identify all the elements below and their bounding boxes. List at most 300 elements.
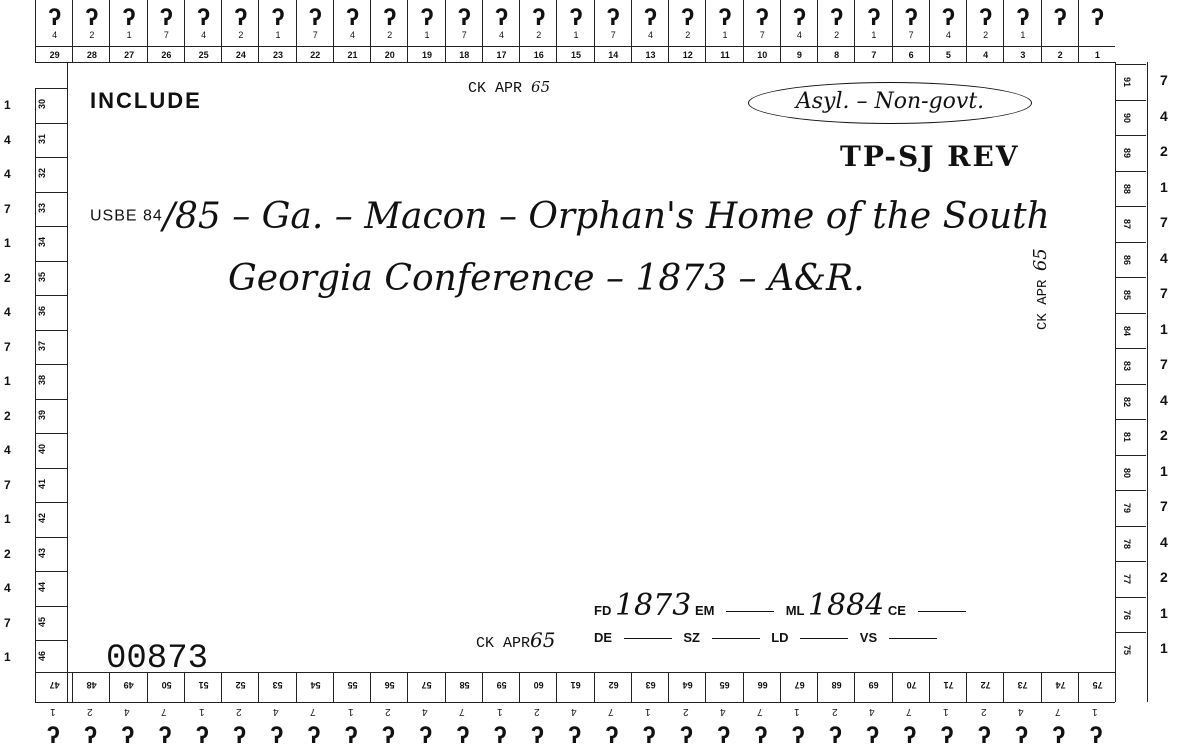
punch-mark: ʔ xyxy=(978,4,993,31)
left-cell xyxy=(35,123,67,158)
top-cell xyxy=(221,0,259,62)
right-punch-digit: 2 xyxy=(1160,427,1168,443)
bottom-cell xyxy=(519,672,557,702)
bottom-cell xyxy=(668,672,706,702)
top-punch-digit: 1 xyxy=(424,30,430,40)
bottom-cell xyxy=(72,672,110,702)
bottom-punch-digit: 4 xyxy=(1017,706,1024,717)
top-column-number: 2 xyxy=(1057,50,1063,60)
top-column-number: 1 xyxy=(1094,50,1100,60)
left-row-number: 32 xyxy=(37,167,48,179)
right-row-number: 89 xyxy=(1122,147,1133,159)
right-row-number: 86 xyxy=(1122,254,1133,265)
top-cell xyxy=(1078,0,1116,62)
top-column-number: 23 xyxy=(273,50,284,60)
top-cell xyxy=(35,0,73,62)
left-punch-digit: 1 xyxy=(4,650,11,664)
right-punch-digit: 1 xyxy=(1160,462,1168,479)
punch-mark: ʔ xyxy=(828,722,843,749)
top-cell xyxy=(594,0,632,62)
punch-mark: ʔ xyxy=(755,4,769,31)
punch-mark: ʔ xyxy=(47,4,62,31)
right-cell xyxy=(1116,419,1146,456)
bottom-column-number: 65 xyxy=(719,680,730,690)
top-punch-digit: 4 xyxy=(201,30,207,40)
check-stamp-top-printed: CK APR xyxy=(468,80,523,97)
right-punch-digit: 4 xyxy=(1160,249,1168,266)
bottom-cell xyxy=(221,672,259,702)
top-cell xyxy=(705,0,743,62)
left-punch-digit: 1 xyxy=(4,236,11,250)
de-label: DE xyxy=(594,630,613,645)
bottom-cell xyxy=(1003,672,1041,702)
top-punch-digit: 4 xyxy=(945,30,951,40)
right-row-number: 76 xyxy=(1122,609,1133,620)
punch-mark: ʔ xyxy=(679,722,694,749)
right-cell xyxy=(1116,313,1146,350)
bottom-cell xyxy=(370,672,408,702)
right-cell xyxy=(1116,135,1146,172)
top-cell xyxy=(109,0,147,62)
top-cell xyxy=(1003,0,1041,62)
top-cell xyxy=(1041,0,1079,62)
right-cell xyxy=(1116,561,1146,598)
punch-mark: ʔ xyxy=(46,722,60,749)
left-row-number: 37 xyxy=(37,340,48,351)
left-punch-digit: 4 xyxy=(4,581,11,595)
top-column-number: 29 xyxy=(49,50,60,60)
right-row-number: 85 xyxy=(1122,289,1133,301)
top-column-number: 11 xyxy=(720,50,730,60)
top-cell xyxy=(258,0,296,62)
check-stamp-right xyxy=(1030,248,1051,330)
entry-line-1-text: /85 – Ga. – Macon – Orphan's Home of the South xyxy=(162,196,1050,237)
ml-value: 1884 xyxy=(807,588,885,623)
bottom-column-number: 69 xyxy=(868,680,879,690)
right-punch-digit: 2 xyxy=(1160,569,1168,585)
right-cell xyxy=(1116,632,1146,669)
top-column-number: 9 xyxy=(796,50,802,60)
entry-prefix: USBE 84 xyxy=(90,207,163,225)
top-punch-digit: 1 xyxy=(275,30,281,40)
left-punch-digit: 7 xyxy=(4,201,11,216)
bottom-column-number: 75 xyxy=(1092,680,1103,690)
punch-mark: ʔ xyxy=(383,4,397,31)
bottom-cell xyxy=(296,672,334,702)
left-row-number: 39 xyxy=(37,409,48,420)
top-column-number: 28 xyxy=(86,50,97,60)
left-cell xyxy=(35,537,67,572)
check-stamp-right-printed: CK APR xyxy=(1035,279,1051,330)
top-column-number: 17 xyxy=(496,50,507,60)
vs-blank xyxy=(889,638,937,639)
top-column-number: 26 xyxy=(161,50,172,60)
right-row-number: 90 xyxy=(1122,112,1133,123)
ce-blank xyxy=(918,611,966,612)
top-rule-lower xyxy=(35,62,1115,63)
bottom-punch-digit: 2 xyxy=(533,706,540,717)
top-punch-digit: 2 xyxy=(983,30,989,40)
top-column-number: 14 xyxy=(608,50,619,60)
top-punch-digit: 1 xyxy=(126,30,132,40)
top-punch-digit: 4 xyxy=(647,30,653,40)
right-row-number: 75 xyxy=(1122,644,1133,656)
bottom-column-number: 59 xyxy=(496,680,507,690)
tp-stamp: TP-SJ REV xyxy=(840,140,1020,173)
right-row-number: 82 xyxy=(1122,396,1133,407)
punch-mark: ʔ xyxy=(344,722,358,749)
left-punch-digit: 2 xyxy=(4,546,11,561)
bottom-column-number: 61 xyxy=(570,680,581,690)
bottom-punch-digit: 2 xyxy=(235,706,242,717)
left-row-number: 42 xyxy=(37,512,48,524)
punch-mark: ʔ xyxy=(420,4,434,31)
left-punch-digit: 7 xyxy=(4,477,11,492)
right-row-number: 80 xyxy=(1122,467,1133,478)
top-punch-digit: 7 xyxy=(163,30,169,40)
top-punch-digit: 7 xyxy=(908,30,914,40)
bottom-column-number: 64 xyxy=(682,680,693,690)
left-row-number: 34 xyxy=(37,236,48,248)
top-cell xyxy=(296,0,334,62)
bottom-cell xyxy=(445,672,483,702)
top-column-number: 20 xyxy=(384,50,395,60)
bottom-punch-digit: 2 xyxy=(980,706,987,717)
right-cell xyxy=(1116,490,1146,527)
left-punch-digit: 1 xyxy=(4,512,11,526)
right-row-number: 87 xyxy=(1122,218,1133,230)
card-number: 00873 xyxy=(106,640,209,678)
top-punch-digit: 2 xyxy=(834,30,840,40)
check-stamp-bottom xyxy=(476,628,555,652)
bottom-cell xyxy=(743,672,781,702)
left-cell xyxy=(35,502,67,537)
fd-label: FD xyxy=(594,603,612,618)
bottom-column-number: 48 xyxy=(86,680,97,690)
punch-mark: ʔ xyxy=(1014,722,1029,749)
bottom-column-number: 60 xyxy=(533,680,544,690)
left-row-number: 44 xyxy=(37,581,48,593)
top-column-number: 13 xyxy=(645,50,656,60)
top-column-number: 5 xyxy=(945,50,951,60)
punch-mark: ʔ xyxy=(457,4,471,31)
left-row-number: 46 xyxy=(37,650,48,662)
left-punch-digit: 7 xyxy=(4,339,11,354)
punch-mark: ʔ xyxy=(754,722,768,749)
right-punch-digit: 4 xyxy=(1160,391,1168,408)
include-label: INCLUDE xyxy=(90,88,202,113)
left-cell xyxy=(35,88,67,123)
top-punch-digit: 1 xyxy=(722,30,728,40)
top-cell xyxy=(854,0,892,62)
bottom-punch-digit: 7 xyxy=(459,706,465,717)
bottom-column-number: 74 xyxy=(1055,680,1066,690)
right-row-number: 83 xyxy=(1122,360,1133,372)
bottom-cell xyxy=(705,672,743,702)
ce-label: CE xyxy=(887,603,906,618)
bottom-column-number: 70 xyxy=(906,680,917,690)
top-column-number: 10 xyxy=(757,50,768,60)
punch-mark: ʔ xyxy=(1053,4,1067,31)
bottom-cell xyxy=(892,672,930,702)
top-cell xyxy=(668,0,706,62)
punch-mark: ʔ xyxy=(1089,722,1103,749)
bottom-column-number: 53 xyxy=(273,680,284,690)
bottom-column-number: 52 xyxy=(235,680,246,690)
left-cell xyxy=(35,468,67,503)
top-punch-digit: 1 xyxy=(573,30,579,40)
bottom-column-number: 58 xyxy=(459,680,470,690)
bottom-cell xyxy=(407,672,445,702)
top-cell xyxy=(370,0,408,62)
sz-label: SZ xyxy=(683,630,700,645)
top-cell xyxy=(892,0,930,62)
right-row-number: 77 xyxy=(1122,573,1133,585)
left-row-number: 33 xyxy=(37,202,48,213)
bottom-cell xyxy=(1078,672,1116,702)
bottom-punch-digit: 1 xyxy=(347,706,354,717)
entry-line-2: Georgia Conference – 1873 – A&R. xyxy=(228,258,865,299)
right-punch-digit: 1 xyxy=(1160,604,1168,621)
vs-label: VS xyxy=(859,630,878,645)
em-blank xyxy=(726,611,774,612)
punch-mark: ʔ xyxy=(568,722,582,749)
ld-blank xyxy=(800,638,848,639)
bottom-punch-digit: 7 xyxy=(310,706,316,717)
punch-mark: ʔ xyxy=(1090,4,1105,31)
left-cell xyxy=(35,433,67,468)
left-punch-digit: 4 xyxy=(4,132,11,147)
top-punch-digit: 4 xyxy=(499,30,505,40)
bottom-column-number: 50 xyxy=(161,680,172,690)
right-cell xyxy=(1116,597,1146,634)
top-cell xyxy=(966,0,1004,62)
top-cell xyxy=(445,0,483,62)
punch-mark: ʔ xyxy=(941,4,956,31)
punch-mark: ʔ xyxy=(716,722,731,749)
left-cell xyxy=(35,399,67,434)
bottom-punch-digit: 1 xyxy=(496,706,503,717)
bottom-punch-digit: 4 xyxy=(868,706,875,717)
punch-mark: ʔ xyxy=(532,4,546,31)
punch-mark: ʔ xyxy=(83,722,98,749)
right-punch-digit: 7 xyxy=(1160,214,1168,230)
top-cell xyxy=(72,0,110,62)
punch-mark: ʔ xyxy=(569,4,583,31)
left-rule-inner xyxy=(67,62,68,702)
right-punch-digit: 7 xyxy=(1160,356,1168,372)
bottom-cell xyxy=(966,672,1004,702)
top-punch-digit: 2 xyxy=(89,30,95,40)
left-row-number: 43 xyxy=(37,547,48,558)
punch-mark: ʔ xyxy=(643,4,658,31)
right-punch-digit: 7 xyxy=(1160,498,1168,514)
bottom-punch-digit: 1 xyxy=(645,706,652,717)
top-column-number: 12 xyxy=(682,50,693,60)
top-column-number: 27 xyxy=(124,50,135,60)
top-cell xyxy=(482,0,520,62)
punch-mark: ʔ xyxy=(791,722,805,749)
right-cell xyxy=(1116,455,1146,492)
top-cell xyxy=(743,0,781,62)
left-cell xyxy=(35,157,67,192)
bottom-column-number: 72 xyxy=(980,680,991,690)
right-row-number: 91 xyxy=(1122,76,1133,88)
left-cell xyxy=(35,295,67,330)
punch-mark: ʔ xyxy=(642,722,656,749)
punch-mark: ʔ xyxy=(195,722,209,749)
punch-mark: ʔ xyxy=(1016,4,1030,31)
top-punch-digit: 7 xyxy=(461,30,467,40)
right-row-number: 78 xyxy=(1122,538,1133,549)
check-stamp-right-year: 65 xyxy=(1030,248,1051,272)
top-column-number: 15 xyxy=(570,50,581,60)
punch-mark: ʔ xyxy=(122,4,136,31)
check-stamp-bottom-year: 65 xyxy=(530,628,556,652)
bottom-column-number: 67 xyxy=(794,680,805,690)
left-punch-digit: 1 xyxy=(4,374,11,388)
right-punch-digit: 2 xyxy=(1160,143,1168,159)
top-column-number: 4 xyxy=(983,50,989,60)
top-column-number: 8 xyxy=(834,50,840,60)
bottom-cell xyxy=(854,672,892,702)
bottom-punch-digit: 1 xyxy=(198,706,205,717)
left-cell xyxy=(35,640,67,675)
right-punch-digit: 1 xyxy=(1160,178,1168,195)
punch-mark: ʔ xyxy=(903,722,917,749)
punch-mark: ʔ xyxy=(158,722,172,749)
bottom-punch-digit: 7 xyxy=(757,706,763,717)
bottom-cell xyxy=(1041,672,1079,702)
right-row-number: 81 xyxy=(1122,431,1133,443)
top-punch-digit: 2 xyxy=(536,30,542,40)
punch-mark: ʔ xyxy=(307,722,321,749)
punch-mark: ʔ xyxy=(1052,722,1066,749)
top-column-number: 24 xyxy=(235,50,246,60)
left-cell xyxy=(35,606,67,641)
left-punch-digit: 2 xyxy=(4,270,11,285)
right-punch-digit: 1 xyxy=(1160,640,1168,656)
bottom-column-number: 55 xyxy=(347,680,358,690)
punch-mark: ʔ xyxy=(530,722,545,749)
left-row-number: 40 xyxy=(37,443,48,455)
bottom-cell xyxy=(817,672,855,702)
top-punch-digit: 2 xyxy=(238,30,244,40)
bottom-punch-digit: 7 xyxy=(608,706,614,717)
bottom-column-number: 57 xyxy=(422,680,433,690)
punch-mark: ʔ xyxy=(718,4,732,31)
left-punch-digit: 4 xyxy=(4,305,11,319)
bottom-punch-digit: 4 xyxy=(719,706,726,717)
punch-mark: ʔ xyxy=(865,722,880,749)
top-punch-digit: 2 xyxy=(685,30,691,40)
left-punch-digit: 7 xyxy=(4,615,11,630)
left-row-number: 30 xyxy=(37,98,48,110)
em-label: EM xyxy=(694,603,715,618)
bottom-column-number: 49 xyxy=(124,680,135,690)
punch-mark: ʔ xyxy=(196,4,211,31)
top-column-number: 18 xyxy=(459,50,470,60)
top-punch-digit: 2 xyxy=(387,30,393,40)
top-cell xyxy=(631,0,669,62)
right-punch-digit: 7 xyxy=(1160,72,1168,88)
bottom-punch-digit: 1 xyxy=(1092,706,1098,717)
left-cell xyxy=(35,226,67,261)
top-cell xyxy=(817,0,855,62)
bottom-cell xyxy=(333,672,371,702)
top-column-number: 22 xyxy=(310,50,321,60)
bottom-punch-digit: 2 xyxy=(86,706,93,717)
punch-mark: ʔ xyxy=(606,4,620,31)
bottom-column-number: 63 xyxy=(645,680,656,690)
top-cell xyxy=(407,0,445,62)
punch-mark: ʔ xyxy=(977,722,991,749)
punch-mark: ʔ xyxy=(494,4,509,31)
punch-mark: ʔ xyxy=(308,4,322,31)
right-rule-outer xyxy=(1147,62,1148,702)
bottom-punch-digit: 2 xyxy=(384,706,391,717)
left-cell xyxy=(35,330,67,365)
bottom-punch-digit: 7 xyxy=(906,706,912,717)
top-cell xyxy=(184,0,222,62)
fields-row-2 xyxy=(594,630,945,645)
left-row-number: 36 xyxy=(37,305,48,317)
top-column-number: 19 xyxy=(422,50,433,60)
punch-mark: ʔ xyxy=(792,4,807,31)
punch-mark: ʔ xyxy=(681,4,695,31)
left-punch-digit: 4 xyxy=(4,167,11,181)
bottom-punch-digit: 1 xyxy=(794,706,800,717)
bottom-punch-digit: 2 xyxy=(831,706,838,717)
top-punch-digit: 7 xyxy=(312,30,318,40)
top-number-strip xyxy=(35,0,1115,62)
left-row-number: 41 xyxy=(37,478,48,489)
top-column-number: 3 xyxy=(1020,50,1026,60)
bottom-cell xyxy=(929,672,967,702)
bottom-punch-digit: 4 xyxy=(571,706,577,717)
left-cell xyxy=(35,192,67,227)
top-cell xyxy=(147,0,185,62)
punch-mark: ʔ xyxy=(904,4,918,31)
bottom-cell xyxy=(780,672,818,702)
top-punch-digit: 4 xyxy=(52,30,58,40)
left-punch-digit: 2 xyxy=(4,408,11,423)
bottom-column-number: 73 xyxy=(1017,680,1028,690)
right-punch-digit: 7 xyxy=(1160,285,1168,301)
punch-mark: ʔ xyxy=(270,722,284,749)
bottom-punch-digit: 4 xyxy=(124,706,130,717)
top-column-number: 6 xyxy=(908,50,914,60)
left-row-number: 35 xyxy=(37,271,48,282)
check-stamp-top xyxy=(468,78,550,97)
top-punch-digit: 4 xyxy=(350,30,356,40)
punch-mark: ʔ xyxy=(85,4,99,31)
left-cell xyxy=(35,261,67,296)
top-cell xyxy=(519,0,557,62)
right-cell xyxy=(1116,100,1146,137)
right-punch-digit: 4 xyxy=(1160,533,1168,550)
right-cell xyxy=(1116,277,1146,314)
bottom-column-number: 68 xyxy=(831,680,842,690)
bottom-punch-digit: 7 xyxy=(1055,706,1061,717)
punch-mark: ʔ xyxy=(345,4,360,31)
punch-mark: ʔ xyxy=(830,4,844,31)
bottom-cell xyxy=(631,672,669,702)
right-cell xyxy=(1116,64,1146,101)
left-cell xyxy=(35,571,67,606)
right-cell xyxy=(1116,171,1146,208)
bottom-column-number: 51 xyxy=(198,680,209,690)
